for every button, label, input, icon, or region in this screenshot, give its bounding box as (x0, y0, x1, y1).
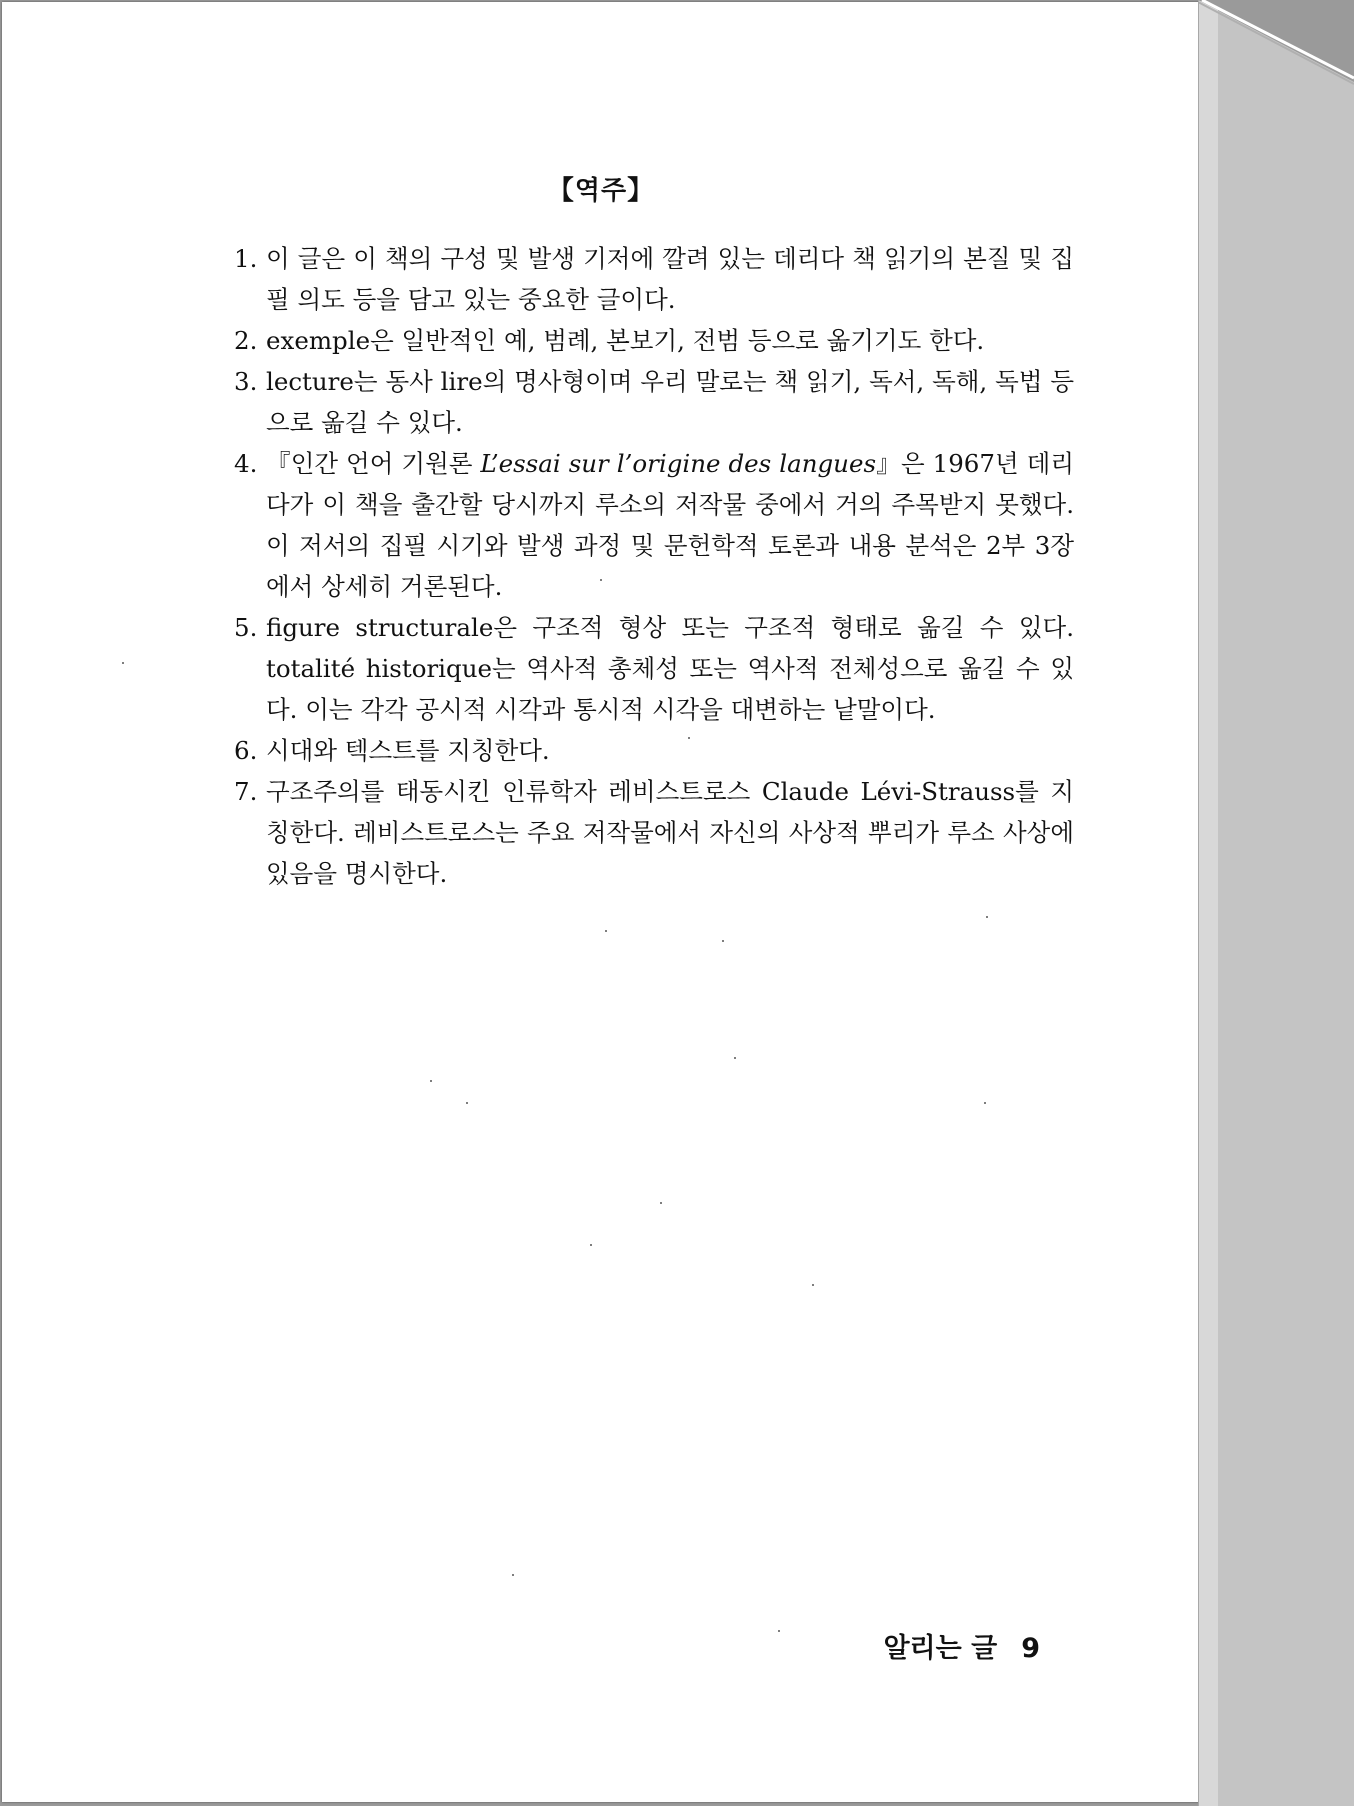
note-number: 4. (234, 449, 258, 478)
note-item (234, 320, 1074, 361)
note-text: figure structurale은 구조적 형상 또는 구조적 형태로 옮길 수 있다. totalité historique는 역사적 총체성 또는 역사적 전체성으로 옮길 수 있다. 이는 각각 공시적 시각과 통시적 시각을 대변하는 낱말이다. (266, 613, 1074, 724)
note-item (234, 443, 1074, 607)
note-item (234, 238, 1074, 320)
notes-list (234, 238, 1074, 894)
scan-speck (590, 1244, 592, 1246)
book-title-italic: L’essai sur l’origine des langues (480, 449, 877, 478)
page-heading: 【역주】 (547, 176, 655, 206)
scan-speck (688, 737, 690, 739)
scan-speck (722, 940, 724, 942)
scan-speck (660, 1202, 662, 1204)
note-number: 7. (234, 777, 258, 806)
scan-speck (430, 1080, 432, 1082)
note-item (234, 607, 1074, 730)
page-footer (883, 1626, 1040, 1665)
scan-speck (984, 1102, 986, 1104)
scan-speck (778, 1630, 780, 1632)
note-text: 이 글은 이 책의 구성 및 발생 기저에 깔려 있는 데리다 책 읽기의 본질 및 집필 의도 등을 담고 있는 중요한 글이다. (266, 244, 1074, 314)
running-title: 알리는 글 (883, 1633, 998, 1664)
scan-speck (600, 579, 602, 581)
scan-speck (812, 1284, 814, 1286)
note-text: 시대와 텍스트를 지칭한다. (266, 736, 550, 765)
note-number: 1. (234, 244, 258, 273)
page-stack-edge (1198, 0, 1354, 1806)
note-number: 2. (234, 326, 258, 355)
note-text-before: 『인간 언어 기원론 (266, 449, 481, 478)
scan-speck (734, 1057, 736, 1059)
scan-speck (986, 916, 988, 918)
scan-speck (512, 1574, 514, 1576)
note-number: 5. (234, 613, 258, 642)
note-item (234, 730, 1074, 771)
note-text-after: 』은 1967년 데리다가 이 책을 출간할 당시까지 루소의 저작물 중에서 거의 주목받지 못했다. 이 저서의 집필 시기와 발생 과정 및 문헌학적 토론과 내용 분석은 2부 3장에서 상세히 거론된다. (266, 449, 1074, 601)
note-text: lecture는 동사 lire의 명사형이며 우리 말로는 책 읽기, 독서, 독해, 독법 등으로 옮길 수 있다. (266, 367, 1074, 437)
document-page (2, 2, 1200, 1802)
note-item (234, 361, 1074, 443)
note-text: 구조주의를 태동시킨 인류학자 레비스트로스 Claude Lévi-Strauss를 지칭한다. 레비스트로스는 주요 저작물에서 자신의 사상적 뿌리가 루소 사상에 있음을 명시한다. (266, 777, 1074, 888)
note-text (266, 449, 1074, 601)
note-number: 3. (234, 367, 258, 396)
scan-speck (466, 1102, 468, 1104)
scan-speck (605, 930, 607, 932)
scan-speck (122, 662, 124, 664)
note-text: exemple은 일반적인 예, 범례, 본보기, 전범 등으로 옮기기도 한다. (266, 326, 985, 355)
page-stack-graphic (1198, 0, 1354, 1806)
note-item (234, 771, 1074, 894)
note-number: 6. (234, 736, 258, 765)
page-number: 9 (1021, 1633, 1040, 1664)
